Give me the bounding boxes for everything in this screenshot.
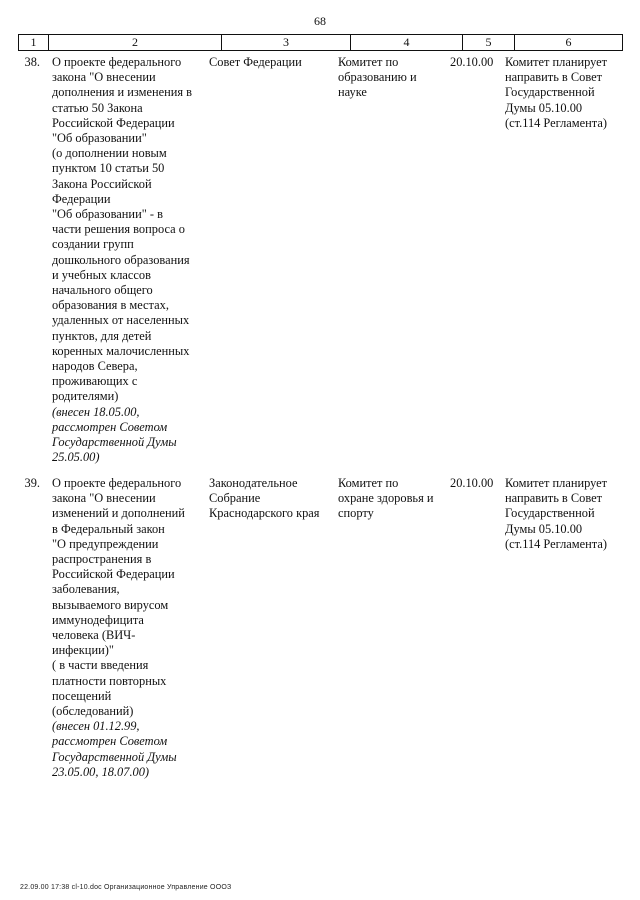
cell-line: Федерации <box>52 191 111 206</box>
cell-line: Закона Российской <box>52 176 152 191</box>
submission-note-line: (внесен 01.12.99, <box>52 719 140 734</box>
cell-line: О проекте федерального <box>52 55 182 69</box>
cell-line: Думы 05.10.00 <box>505 521 583 536</box>
cell-line: пунктов, для детей <box>52 328 152 343</box>
cell-line: Российской Федерации <box>52 115 175 130</box>
cell-line: спорту <box>338 506 374 521</box>
page-number: 68 <box>314 14 326 28</box>
cell-line: распространения в <box>52 552 152 567</box>
cell-line: Комитет по <box>338 55 399 69</box>
cell-line: проживающих с <box>52 374 138 389</box>
cell-line: создании групп <box>52 237 134 252</box>
cell-line: Думы 05.10.00 <box>505 100 583 115</box>
initiator <box>209 476 331 522</box>
cell-line: (о дополнении новым <box>52 146 167 161</box>
bill-title <box>52 476 222 780</box>
cell-line: посещений <box>52 688 112 703</box>
cell-line: удаленных от населенных <box>52 313 190 328</box>
column-header-3: 3 <box>222 35 351 51</box>
cell-line: дополнения и изменения в <box>52 85 192 100</box>
cell-line: изменений и дополнений <box>52 506 185 521</box>
cell-line: инфекции)" <box>52 643 114 658</box>
cell-line: родителями) <box>52 389 119 404</box>
cell-line: направить в Совет <box>505 70 603 85</box>
column-header-1: 1 <box>19 35 49 51</box>
date: 20.10.00 <box>450 476 494 490</box>
print-footer: 22.09.00 17:38 cl-10.doc Организационное Управление ОООЗ <box>20 884 232 891</box>
cell-line: Законодательное <box>209 476 298 490</box>
submission-note-line: 25.05.00) <box>52 450 100 465</box>
committee <box>338 55 448 101</box>
cell-line: части решения вопроса о <box>52 222 185 237</box>
cell-line: закона "О внесении <box>52 70 156 85</box>
column-header-2: 2 <box>49 35 222 51</box>
cell-line: (ст.114 Регламента) <box>505 115 607 130</box>
cell-line: закона "О внесении <box>52 491 156 506</box>
cell-line: науке <box>338 85 367 100</box>
row-number: 39. <box>24 476 40 490</box>
submission-note-line: Государственной Думы <box>52 435 177 450</box>
cell-line: вызываемого вирусом <box>52 597 169 612</box>
cell-line: дошкольного образования <box>52 252 190 267</box>
cell-line: и учебных классов <box>52 267 151 282</box>
cell-line: заболевания, <box>52 582 120 597</box>
row-number: 38. <box>24 55 40 69</box>
cell-line: человека (ВИЧ- <box>52 628 136 643</box>
column-header-4: 4 <box>351 35 463 51</box>
cell-line: "Об образовании" <box>52 131 147 146</box>
cell-line: Государственной <box>505 506 595 521</box>
cell-line: Государственной <box>505 85 595 100</box>
column-header-table <box>18 34 623 51</box>
cell-line: в Федеральный закон <box>52 521 165 536</box>
cell-line: начального общего <box>52 283 153 298</box>
status <box>505 55 625 131</box>
cell-line: О проекте федерального <box>52 476 182 490</box>
cell-line: Комитет планирует <box>505 55 608 69</box>
cell-line: Комитет по <box>338 476 399 490</box>
submission-note-line: 23.05.00, 18.07.00) <box>52 764 150 779</box>
cell-line: Российской Федерации <box>52 567 175 582</box>
bill-title <box>52 55 222 465</box>
submission-note-line: (внесен 18.05.00, <box>52 404 140 419</box>
date: 20.10.00 <box>450 55 494 69</box>
cell-line: охране здоровья и <box>338 491 434 506</box>
cell-line: статью 50 Закона <box>52 100 143 115</box>
submission-note-line: Государственной Думы <box>52 749 177 764</box>
cell-line: коренных малочисленных <box>52 343 190 358</box>
status <box>505 476 625 552</box>
cell-line: иммунодефицита <box>52 612 144 627</box>
column-header-6: 6 <box>515 35 623 51</box>
cell-line: образованию и <box>338 70 417 85</box>
cell-line: образования в местах, <box>52 298 169 313</box>
initiator <box>209 55 331 70</box>
submission-note-line: рассмотрен Советом <box>52 419 168 434</box>
column-header-row <box>19 35 623 51</box>
cell-line: направить в Совет <box>505 491 603 506</box>
submission-note-line: рассмотрен Советом <box>52 734 168 749</box>
cell-line: народов Севера, <box>52 359 138 374</box>
cell-line: Собрание <box>209 491 261 506</box>
cell-line: "О предупреждении <box>52 536 159 551</box>
cell-line: Краснодарского края <box>209 506 320 521</box>
cell-line: "Об образовании" - в <box>52 207 163 222</box>
cell-line: пунктом 10 статьи 50 <box>52 161 165 176</box>
cell-line: ( в части введения <box>52 658 149 673</box>
cell-line: (обследований) <box>52 704 134 719</box>
cell-line: Совет Федерации <box>209 55 302 69</box>
cell-line: (ст.114 Регламента) <box>505 536 607 551</box>
column-header-5: 5 <box>463 35 515 51</box>
cell-line: Комитет планирует <box>505 476 608 490</box>
cell-line: платности повторных <box>52 673 167 688</box>
committee <box>338 476 448 522</box>
